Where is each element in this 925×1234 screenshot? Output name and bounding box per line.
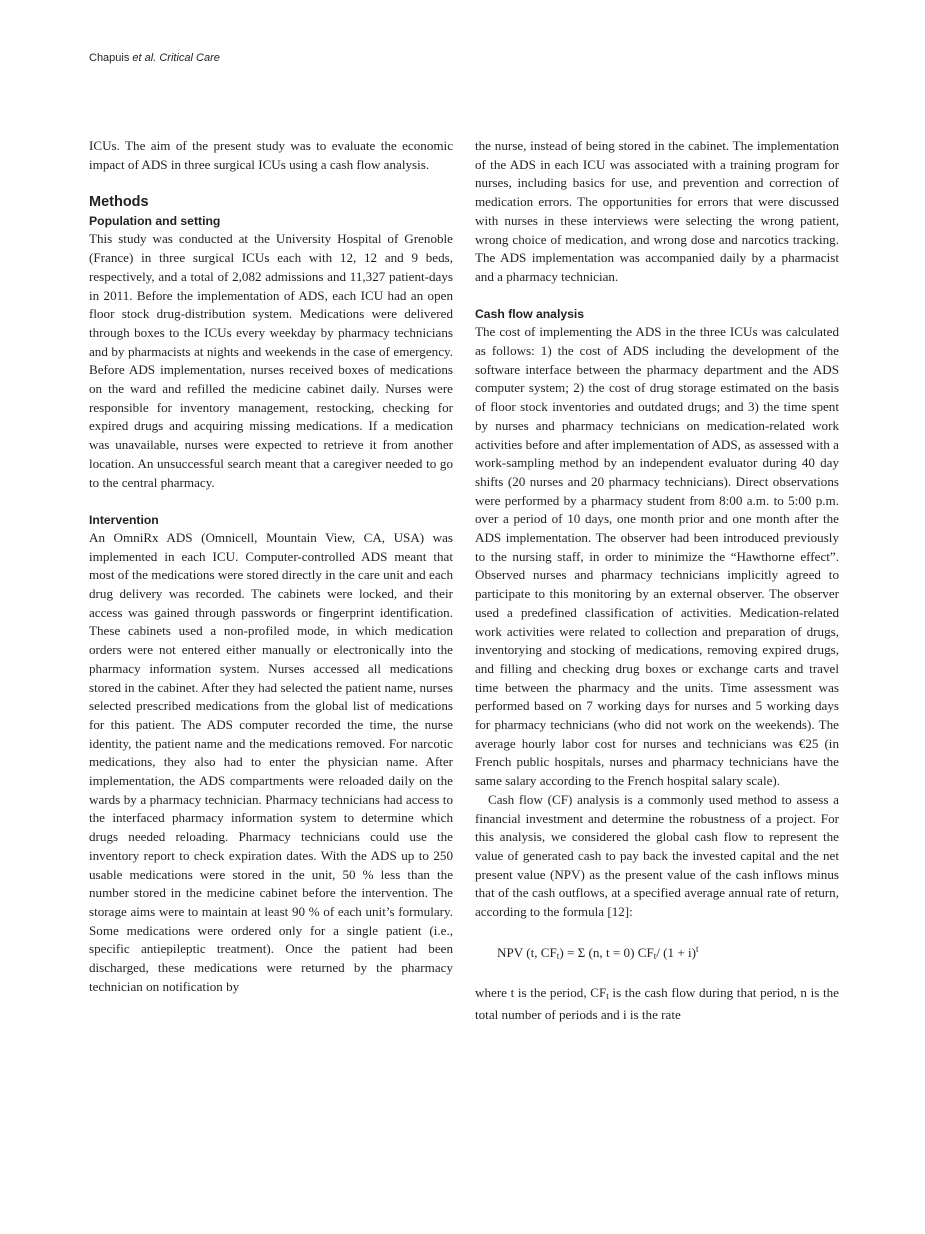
cashflow-paragraph-1: The cost of implementing the ADS in the three ICUs was calculated as follows: 1) the cost of ADS including the development of the software interface between the pharmacy department and the ADS computer system; 2) the cost of drug storage estimated on the basis of floor stock inventories and outdated drugs; and 3) the time spent by nurses and pharmacy technicians on medication-related work activities before and after implementation of ADS, as assessed with a work-sampling method by an independent evaluator during 40 day shifts (20 nurses and 20 pharmacy technicians). Direct observations were performed by a pharmacy student from 8:00 a.m. to 5:00 p.m. over a period of 10 days, one month prior and one month after the ADS implementation. The observer had been introduced previously to the nursing staff, in order to minimize the “Hawthorne effect”. Observed nurses and pharmacy technicians implicitly agreed to participate to this monitoring by an external observer. The observer used a predefined classification of activities. Medication-related work activities were related to collection and preparation of drugs, inventorying and stocking of medications, removing expired drugs, and filling and checking drug boxes or exchange carts and travel time between the pharmacy and the units. Time assessment was performed based on 7 working days for nurses and 5 working days for pharmacy technicians (who did not work on the weekends). The average hourly labor cost for nurses and technicians was €25 (in French public hospitals, nurses and pharmacy technicians have the same salary according to the French hospital salary scale). (475, 324, 839, 789)
formula-divisor: / (1 + i) (656, 944, 697, 960)
header-etal: et al. (132, 52, 157, 64)
npv-formula (497, 940, 839, 966)
after-formula-text-b: is the cash flow during that period, n is the total number of periods and i is the rate (475, 984, 839, 1022)
intervention-paragraph: An OmniRx ADS (Omnicell, Mountain View, CA, USA) was implemented in each ICU. Computer-controlled ADS meant that most of the medications were stored directly in the care unit and each drug delivery was recorded. The cabinets were locked, and their access was gained through passwords or fingerprint identification. These cabinets used a non-profiled mode, in which medication orders were not entered either manually or electronically into the pharmacy information system. Nurses accessed all medications stored in the cabinet. After they had selected the patient name, nurses selected prescribed medications from the global list of medications for this patient. The ADS computer recorded the time, the nurse identity, the patient name and the medications removed. For narcotic medications, they also had to enter the physician name. After implementation, the ADS compartments were reloaded daily on the wards by a pharmacy technician. Pharmacy technicians had access to the interfaced pharmacy information system to determine which drugs needed reloading. Pharmacy technicians could use the inventory report to check expiration dates. With the ADS up to 250 usable medications were stored in the unit, 50 % less than the number stored in the medicine cabinet before the intervention. The storage aims were to maintain at least 90 % of each unit’s formulary. Some medications were ordered only for a single patient (i.e., specific antiepileptic treatment). Once the patient had been discharged, these medications were returned by the pharmacy technician on notification by (89, 529, 453, 994)
formula-exponent: t (696, 943, 699, 954)
after-formula-sub: t (606, 990, 609, 1001)
formula-lhs-sub: t (556, 950, 560, 961)
formula-sum: Σ (n, t = 0) CF (577, 944, 654, 960)
intervention-continued-paragraph: the nurse, instead of being stored in the cabinet. The implementation of the ADS in each ICU was associated with a training program for nurses, including basics for use, and prevention and correction of medication errors. The opportunities for errors that were discussed with nurses in these interviews were selecting the wrong patient, wrong choice of medication, and wrong dose and narcotics tracking. The ADS implementation was accompanied daily by a pharmacist and a pharmacy technician. (475, 138, 839, 284)
formula-equals: = (563, 944, 578, 960)
paragraph-gap (475, 287, 839, 306)
population-paragraph: This study was conducted at the University Hospital of Grenoble (France) in three surgical ICUs each with 12, 12 and 9 beds, respectively, and a total of 2,082 admissions and 11,327 patient-days in 2011. Before the implementation of ADS, each ICU had an open floor stock drug-distribution system. Medications were delivered through boxes to the ICUs every weekday by pharmacy technicians and by pharmacists at nights and weekends in the case of emergency. Before ADS implementation, nurses received boxes of medications on the ward and refilled the medicine cabinet daily. Nurses were responsible for inventory management, restocking, checking for expired drugs and acquiring missing medications. If a medication was unavailable, nurses were expected to retrieve it from another location. An unsuccessful search meant that a caregiver needed to go to the central pharmacy. (89, 231, 453, 490)
formula-sum-sub: t (653, 950, 657, 961)
right-column (475, 137, 839, 1024)
running-header (89, 52, 220, 64)
intervention-heading: Intervention (89, 512, 159, 527)
formula-lhs: NPV (t, CF (497, 944, 557, 960)
after-formula-text-a: where t is the period, CF (475, 984, 607, 1000)
methods-heading: Methods (89, 194, 149, 211)
header-authors: Chapuis (89, 52, 133, 64)
after-formula-paragraph (475, 984, 839, 1024)
intro-tail-paragraph: ICUs. The aim of the present study was to evaluate the economic impact of ADS in three surgical ICUs using a cash flow analysis. (89, 138, 453, 172)
left-column (89, 137, 453, 997)
cashflow-paragraph-2: Cash flow (CF) analysis is a commonly used method to assess a financial investment and determine the robustness of a project. For this analysis, we considered the global cash flow to represent the value of generated cash to pay back the invested capital and the net present value (NPV) as the present value of the cash inflows minus that of the cash outflows, at a specified average annual rate of return, according to the formula [12]: (475, 791, 839, 920)
population-heading: Population and setting (89, 214, 221, 229)
header-journal: Critical Care (159, 52, 220, 64)
cashflow-heading: Cash flow analysis (475, 307, 585, 322)
paragraph-gap (89, 492, 453, 511)
formula-lhs-close: ) (559, 944, 564, 960)
